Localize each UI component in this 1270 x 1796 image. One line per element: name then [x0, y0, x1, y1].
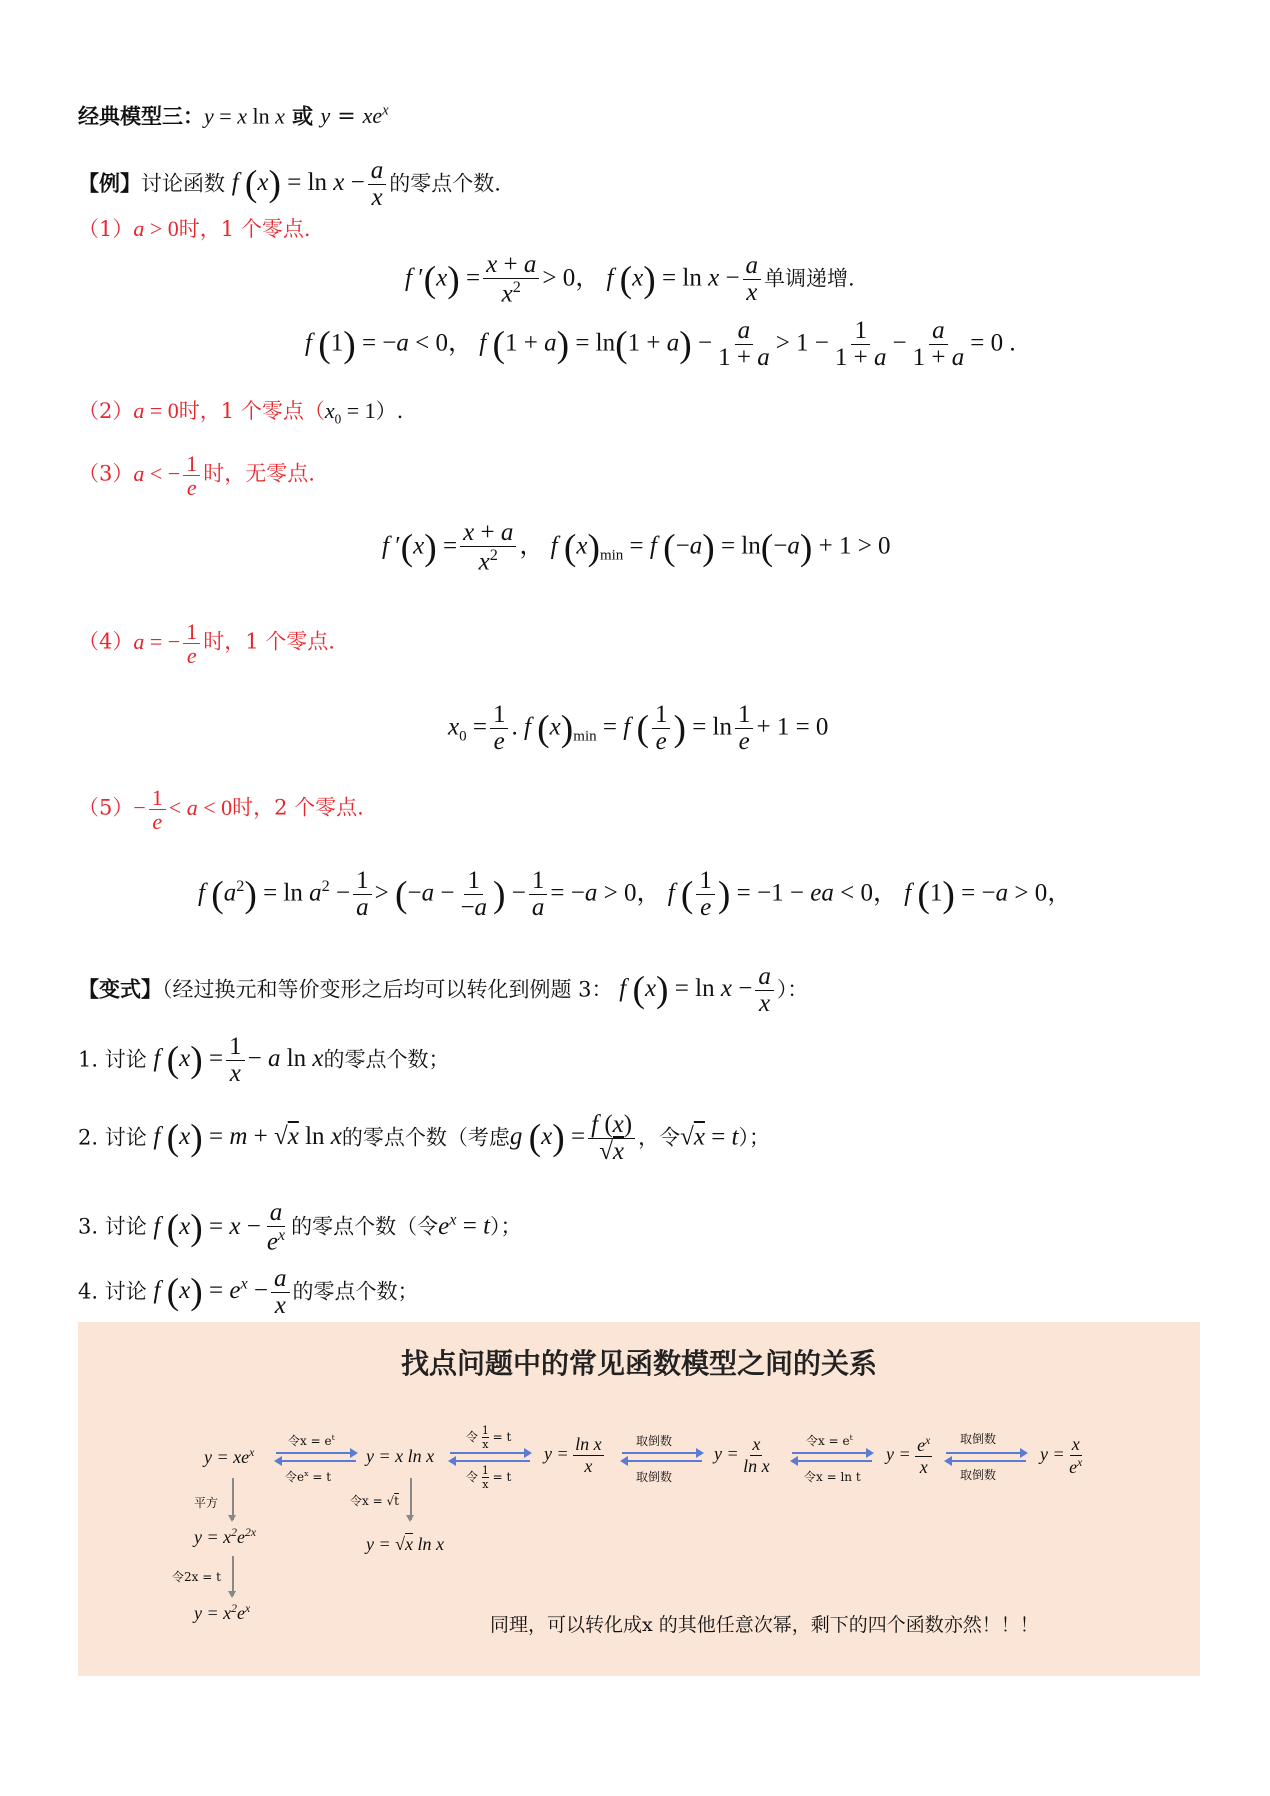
case-2: （2）a = 0时，1 个零点$(x_0 = 1)$. [78, 398, 404, 427]
arrow4-top-label: 令$x = e^t$ [806, 1433, 853, 1448]
panel-title: 找点问题中的常见函数模型之间的关系 [400, 1347, 877, 1380]
model-lnx-over-x: y = $\frac{\text{ln x}}{x}$ [544, 1434, 602, 1476]
arrow3-left [622, 1460, 702, 1462]
arrow1-right [276, 1452, 356, 1454]
arrow1-top-label: 令$x = e^t$ [288, 1433, 335, 1448]
case-1-derivation-1: f ′(x) = $\frac{x + a}{x^2}$ > 0， f (x) = ln x − $\frac{a}{x}$ 单调递增. [405, 251, 855, 308]
variant-statement: 【变式】（经过换元和等价变形之后均可以转化到例题 3： f (x) = ln x − $\frac{a}{x}$ ）： [78, 963, 809, 1018]
arrow3-top-label: 取倒数 [636, 1434, 673, 1448]
exercise-1: 1. 讨论 f (x) = $\frac{1}{x}$ − a ln x的零点个数； [78, 1033, 450, 1088]
case-1-derivation-2: f (1) = −a < 0， f (1 + a) = ln(1 + a) − $\frac{a}{1 + a}$ > 1 − $\frac{1}{1 + a}$ − $\frac{a}{1 + a}$ = 0 . [305, 317, 1016, 372]
arrow4-left [792, 1460, 872, 1462]
case-4: （4）a = − $\frac{1}{e}$ 时，1 个零点. [78, 619, 335, 669]
model-x2e2x: $y = x^2e^{2x}$ [194, 1526, 256, 1547]
arrow-down-square [232, 1478, 234, 1520]
panel-note: 同理，可以转化成x 的其他任意次幂，剩下的四个函数亦然！！！ [490, 1614, 1039, 1636]
sub-2x-label: 令2x = t [172, 1570, 221, 1584]
model-sqrtx-lnx: y = √x ln x [366, 1534, 445, 1554]
arrow1-left [276, 1460, 356, 1462]
model-ex-over-x: y = $\frac{e^x}{x}$ [886, 1434, 931, 1477]
arrow2-top-label: 令 $\frac{1}{x}$ = t [466, 1424, 512, 1451]
arrow5-left [946, 1460, 1026, 1462]
arrow3-right [622, 1452, 702, 1454]
arrow2-left [450, 1460, 530, 1462]
arrow2-bottom-label: 令 $\frac{1}{x}$ = t [466, 1464, 512, 1491]
example-statement: 【例】讨论函数 f (x) = ln x − $\frac{a}{x}$ 的零点个数. [78, 157, 501, 212]
model-xlnx: y = x ln x [366, 1446, 435, 1466]
arrow3-bottom-label: 取倒数 [636, 1470, 673, 1484]
arrow1-bottom-label: 令$e^x = t$ [285, 1469, 332, 1484]
case-3: （3）a < − $\frac{1}{e}$ 时，无零点. [78, 451, 315, 501]
case-4-derivation: $x_0$ = $\frac{1}{e}$ . f $(x)_{min} = f$ ( $\frac{1}{e}$ ) = ln $\frac{1}{e}$ + 1 = 0 [448, 701, 829, 756]
case-1: （1）a > 0时，1 个零点. [78, 216, 311, 241]
case-5-derivation: f $(a^2) = \ln a^2$ − $\frac{1}{a}$ > (−a − $\frac{1}{-a}$ ) − $\frac{1}{a}$ = −a > 0， f ( $\frac{1}{e}$ ) = −1 − ea < 0， f (1) = −a > 0， [198, 867, 1073, 922]
sub-sqrt-label: 令x = √t [350, 1494, 399, 1508]
model-xe-x: $y = xe^x$ [204, 1446, 255, 1467]
case-5: （5）− $\frac{1}{e}$ < a < 0时，2 个零点. [78, 785, 364, 835]
arrow2-right [450, 1452, 530, 1454]
arrow4-right [792, 1452, 872, 1454]
arrow5-bottom-label: 取倒数 [960, 1468, 997, 1482]
exercise-3: 3. 讨论 f (x) = x − $\frac{a}{e^x}$ 的零点个数（令$e^x = t$）； [78, 1199, 522, 1256]
arrow-down-2x [232, 1556, 234, 1596]
arrow4-bottom-label: 令x = ln t [804, 1470, 861, 1484]
model-x-over-ex: y = $\frac{x}{e^x}$ [1040, 1434, 1083, 1477]
model-x-over-lnx: y = $\frac{x}{\text{ln x}}$ [714, 1434, 770, 1476]
case-3-derivation: f ′(x) = $\frac{x + a}{x^2}$ ， f $(x)_{min} = f$ (−a) = ln(−a) + 1 > 0 [382, 519, 891, 576]
exercise-4: 4. 讨论 f $(x) = e^x$ − $\frac{a}{x}$ 的零点个数； [78, 1265, 419, 1320]
arrow5-right [946, 1452, 1026, 1454]
arrow5-top-label: 取倒数 [960, 1432, 997, 1446]
model-x2ex: $y = x^2e^x$ [194, 1602, 251, 1623]
exercise-2: 2. 讨论 f (x) = m + √x ln x的零点个数（考虑g (x) = $\frac{f (x)}{√x}$ ，令√x = t）； [78, 1111, 770, 1166]
section-heading: 经典模型三：y = x ln x 或 $y = xe^x$ [78, 103, 389, 130]
square-label: 平方 [194, 1496, 219, 1510]
arrow-down-sqrt [410, 1478, 412, 1520]
